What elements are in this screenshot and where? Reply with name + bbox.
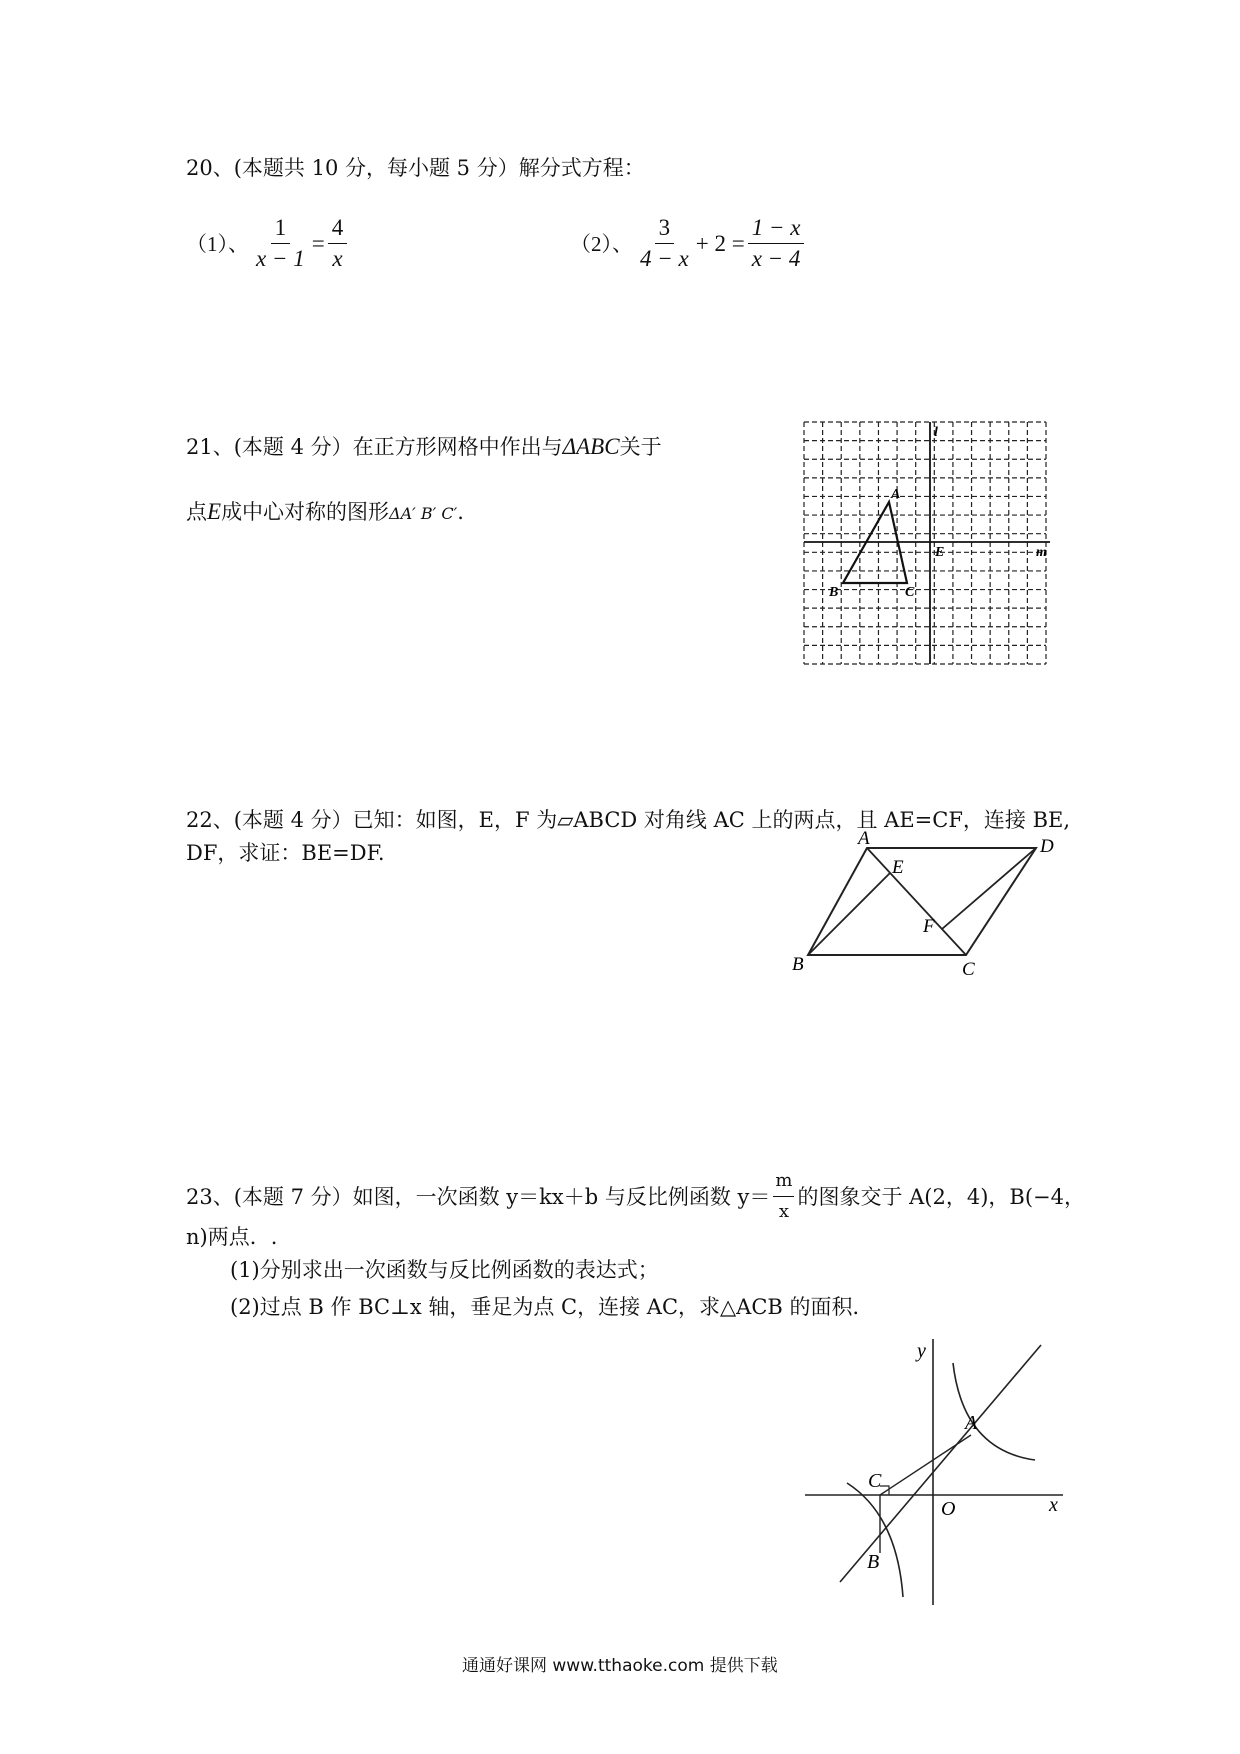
q23-line1-text-b: 的图象交于 A(2，4)，B(−4， xyxy=(797,1184,1085,1209)
q21-line1-text-b: 关于 xyxy=(619,435,662,459)
q20-p1-left-num: 1 xyxy=(271,215,291,244)
q23-fraction-m-over-x xyxy=(773,1166,794,1227)
q20-p2-plus-two: + 2 = xyxy=(695,230,745,256)
q21-grid-figure xyxy=(800,418,1055,670)
q20-p2-left-fraction xyxy=(636,215,693,272)
label-e: E xyxy=(892,857,904,878)
q21-triangle-abc: ΔABC xyxy=(562,434,620,459)
q23-frac-num: m xyxy=(773,1166,794,1197)
label-y: y xyxy=(917,1340,926,1362)
parallelogram-abcd xyxy=(808,848,1036,955)
diagonal-ac xyxy=(867,848,966,955)
label-m: m xyxy=(1036,545,1047,560)
q20-p2-left-den: 4 − x xyxy=(640,246,689,271)
q20-p1-left-den: x − 1 xyxy=(256,246,305,271)
q20-p2-right-fraction xyxy=(748,215,805,272)
q20-equation-2 xyxy=(570,215,807,272)
q22-parallelogram-figure xyxy=(790,830,1060,978)
q20-title: 20、(本题共 10 分，每小题 5 分）解分式方程： xyxy=(186,156,645,180)
q23-line1-text-a: 23、(本题 7 分）如图，一次函数 y＝kx＋b 与反比例函数 y＝ xyxy=(186,1184,771,1209)
q23-line-1 xyxy=(186,1166,1085,1227)
segment-ca xyxy=(880,1435,971,1495)
segment-be xyxy=(808,873,890,955)
q22-line-1: 22、(本题 4 分）已知：如图，E，F 为▱ABCD 对角线 AC 上的两点，且 AE=CF，连接 BE, xyxy=(186,808,1071,832)
q23-line-2: n)两点．. xyxy=(186,1225,278,1249)
q20-p1-equals: = xyxy=(311,230,325,256)
label-f: F xyxy=(923,916,935,937)
q20-p2-right-den: x − 4 xyxy=(751,246,801,271)
label-c: C xyxy=(868,1470,882,1492)
q21-line-1 xyxy=(186,432,662,462)
label-l: l xyxy=(934,425,938,440)
label-a: A xyxy=(858,830,870,849)
label-x: x xyxy=(1049,1494,1058,1516)
q22-line-2: DF，求证：BE=DF. xyxy=(186,841,385,865)
q21-triangle-image: ΔA′ B′ C′ xyxy=(389,504,458,523)
q20-p1-right-den: x xyxy=(332,246,343,271)
label-a: A xyxy=(891,487,901,502)
q23-frac-den: x xyxy=(778,1201,789,1222)
label-b: B xyxy=(867,1551,880,1573)
label-a: A xyxy=(965,1412,978,1434)
q20-p1-label: （1）、 xyxy=(186,231,249,256)
q21-line-2 xyxy=(186,497,464,529)
segment-df xyxy=(942,848,1036,929)
label-e: E xyxy=(935,545,945,560)
q20-p1-right-num: 4 xyxy=(328,215,348,244)
q21-point-e: E xyxy=(207,499,222,524)
q21-line2-text-c: . xyxy=(457,500,464,524)
label-c: C xyxy=(962,959,975,978)
label-c: C xyxy=(905,585,915,600)
label-o: O xyxy=(941,1498,956,1520)
q21-line2-text-a: 点 xyxy=(186,500,207,524)
q21-line1-text-a: 21、(本题 4 分）在正方形网格中作出与 xyxy=(186,435,563,459)
label-b: B xyxy=(792,954,804,975)
page-footer: 通通好课网 www.tthaoke.com 提供下载 xyxy=(462,1656,778,1676)
q20-p1-right-fraction xyxy=(328,215,348,272)
q20-p1-left-fraction xyxy=(252,215,309,272)
q20-p2-right-num: 1 − x xyxy=(748,215,805,244)
q23-subquestion-1: (1)分别求出一次函数与反比例函数的表达式； xyxy=(230,1258,659,1282)
q20-p2-left-num: 3 xyxy=(655,215,675,244)
square-grid xyxy=(804,422,1046,664)
q23-function-graph xyxy=(805,1335,1070,1610)
q21-line2-text-b: 成中心对称的图形 xyxy=(221,500,390,524)
linear-function-line xyxy=(840,1345,1041,1582)
label-d: D xyxy=(1040,836,1054,857)
q23-subquestion-2: (2)过点 B 作 BC⊥x 轴，垂足为点 C，连接 AC，求△ACB 的面积． xyxy=(230,1295,874,1319)
q20-equation-1 xyxy=(186,215,350,272)
q20-p2-label: （2）、 xyxy=(570,231,633,256)
label-b: B xyxy=(829,585,839,600)
